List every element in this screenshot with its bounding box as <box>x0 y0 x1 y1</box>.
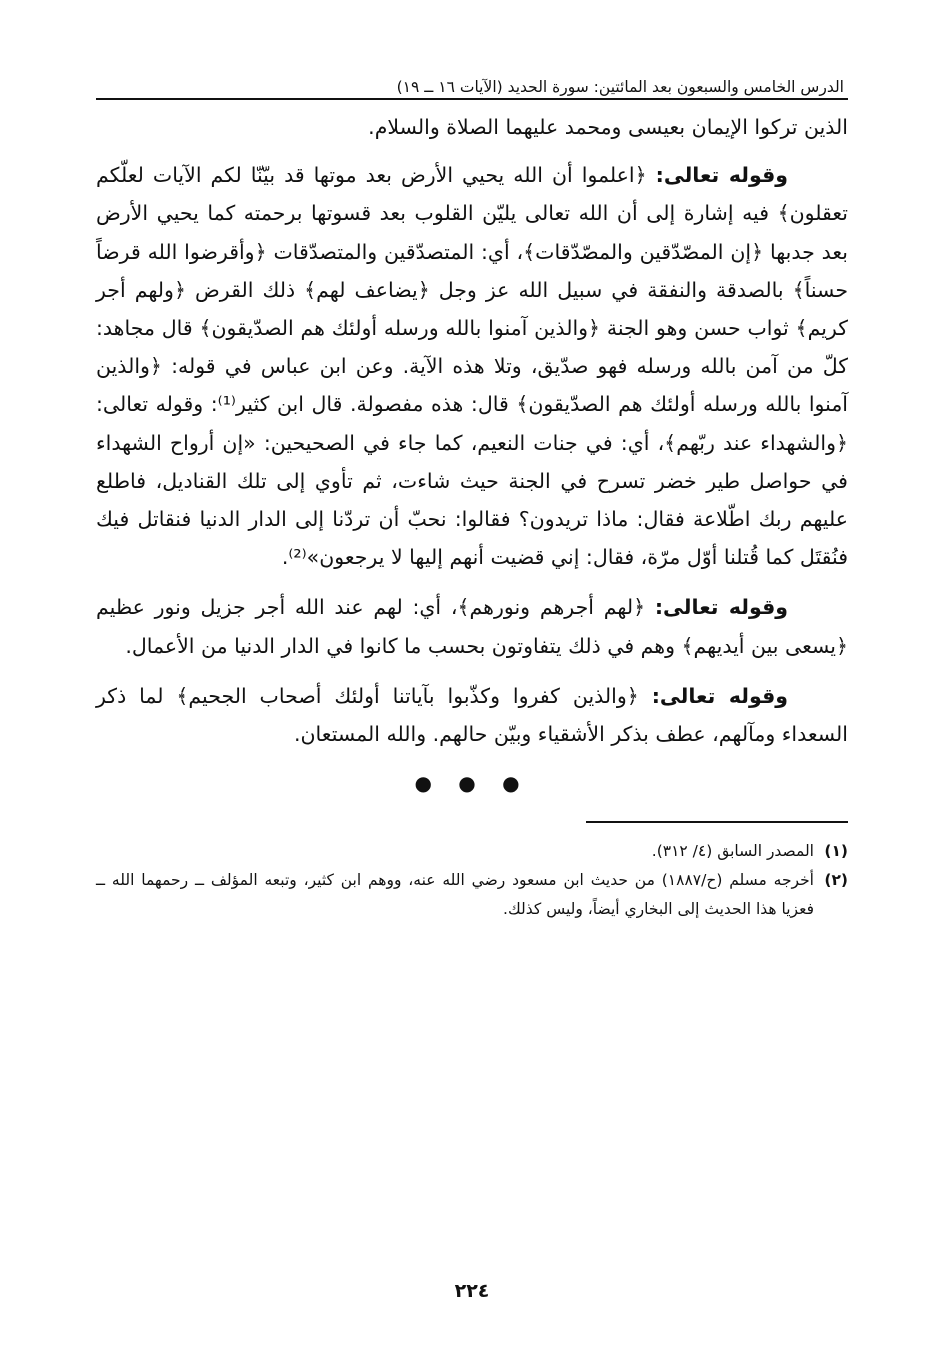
footnotes <box>96 837 848 924</box>
footnote-text: المصدر السابق (٤/ ٣١٢). <box>651 842 814 861</box>
paragraph-text: ﴿لهم أجرهم ونورهم﴾، أي: لهم عند الله أجر جزيل ونور عظيم ﴿يسعى بين أيديهم﴾ وهم في ذلك يتفاوتون بحسب ما كانوا في الدار الدنيا من الأعمال. <box>96 595 848 658</box>
paragraph-4 <box>96 677 848 753</box>
running-header <box>96 70 848 100</box>
paragraph-lead: وقوله تعالى: <box>655 163 788 188</box>
paragraph-2 <box>96 156 848 576</box>
running-header-title: الدرس الخامس والسبعون بعد المائتين: سورة الحديد (الآيات ١٦ ــ ١٩) <box>396 78 844 96</box>
paragraph-lead: وقوله تعالى: <box>654 595 788 620</box>
footnote-2 <box>96 866 848 924</box>
footnote-1 <box>96 837 848 866</box>
paragraph-text: الذين تركوا الإيمان بعيسى ومحمد عليهما الصلاة والسلام. <box>368 115 848 139</box>
footnote-divider <box>586 821 848 823</box>
footnote-number: (٢) <box>824 871 848 890</box>
page-number: ٢٢٤ <box>454 1280 490 1302</box>
paragraph-1 <box>96 108 848 146</box>
book-page <box>96 70 848 1340</box>
paragraph-text: ﴿والذين كفروا وكذّبوا بآياتنا أولئك أصحاب الجحيم﴾ لما ذكر السعداء ومآلهم، عطف بذكر الأشقياء وبيّن حالهم. والله المستعان. <box>96 683 848 747</box>
footnote-text: أخرجه مسلم (ح/١٨٨٧) من حديث ابن مسعود رضي الله عنه، ووهم ابن كثير، وتبعه المؤلف ــ رحمهما الله ــ فعزيا هذا الحديث إلى البخاري أيضاً، وليس كذلك. <box>96 871 814 919</box>
section-separator: ● ● ● <box>414 771 530 796</box>
body-text <box>96 108 848 753</box>
paragraph-lead: وقوله تعالى: <box>651 683 788 708</box>
paragraph-3 <box>96 588 848 664</box>
paragraph-text: ﴿اعلموا أن الله يحيي الأرض بعد موتها قد بيّنّا لكم الآيات لعلّكم تعقلون﴾ فيه إشارة إلى أن الله تعالى يليّن القلوب بعد قسوتها برحمته كما يحيي الأرض بعد جدبها ﴿إن المصّدّقين والمصّدّقات﴾، أي: المتصدّقين والمتصدّقات ﴿وأقرضوا الله قرضاً حسناً﴾ بالصدقة والنفقة في سبيل الله عز وجل ﴿يضاعف لهم﴾ ذلك القرض ﴿ولهم أجر كريم﴾ ثواب حسن وهو الجنة ﴿والذين آمنوا بالله ورسله أولئك هم الصدّيقون﴾ قال مجاهد: كلّ من آمن بالله ورسله فهو صدّيق، وتلا هذه الآية. وعن ابن عباس في قوله: ﴿والذين آمنوا بالله ورسله أولئك هم الصدّيقون﴾ قال: هذه مفصولة. قال ابن كثير⁽¹⁾: وقوله تعالى: ﴿والشهداء عند ربّهم﴾، أي: في جنات النعيم، كما جاء في الصحيحين: «إن أرواح الشهداء في حواصل طير خضر تسرح في الجنة حيث شاءت، ثم تأوي إلى تلك القناديل، فاطلع عليهم ربك اطّلاعة فقال: ماذا تريدون؟ فقالوا: نحبّ أن تردّنا إلى الدار الدنيا فنقاتل فيك فنُقتَل كما قُتلنا أوّل مرّة، فقال: إني قضيت أنهم إليها لا يرجعون»⁽²⁾. <box>96 163 848 570</box>
footnote-number: (١) <box>824 842 848 861</box>
